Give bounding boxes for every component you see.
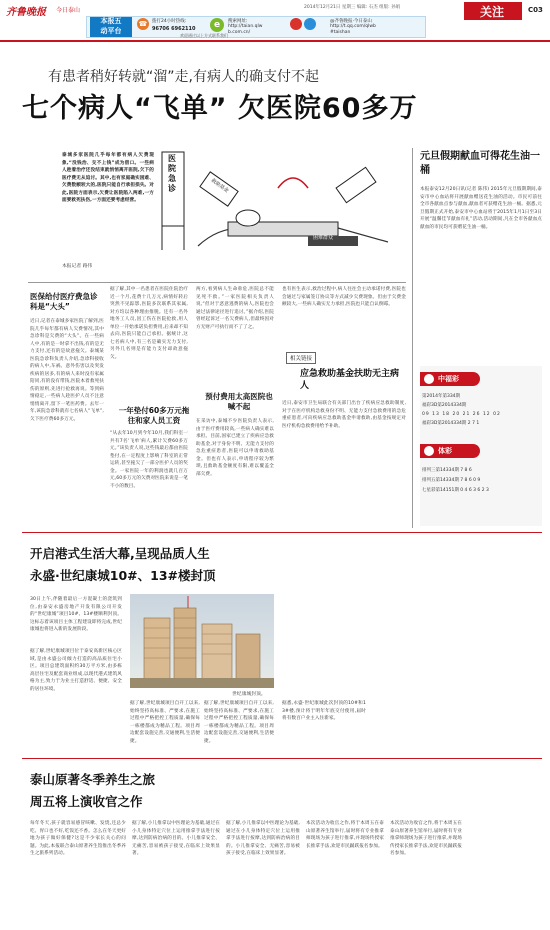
- lottery-line: 第2014年第334期: [422, 394, 461, 399]
- lead-kicker: 有患者稍好转就“溜”走,有病人的确支付不起: [48, 69, 319, 85]
- web-url-2: b.com.cn/: [228, 30, 251, 35]
- story3-col4: [306, 820, 384, 924]
- web-label: 搜索网址:: [228, 19, 248, 24]
- lottery-header-label: 中福彩: [438, 375, 459, 383]
- lottery-line: 09 13 18 20 21 26 12 02: [422, 412, 501, 417]
- building-photo: [130, 594, 274, 688]
- weibo-icon: [290, 18, 302, 30]
- lead-col2-text: 据了解,其中一名患者在医院住院治疗近一个月,花费十几万元,病情好转后突然不见踪影,医院多次联系其家属,对方均以各种理由推脱。还有一名外地务工人员,因工伤在医院抢救,用人单位一开始承诺负担费用,后来却不知去向,医院只能自己承担。据统计,这七名病人中,有三名是确实无力支付,另外几名则是有能力支付却故意拖欠。: [110, 287, 188, 360]
- lottery-header: [420, 372, 480, 386]
- lead-col1-text: 近日,记者在泰城多家医院了解到,医院几乎每年都有病人欠费情况,其中急诊科是欠费的“大头”。在一些病人中,有的是一时拿不出钱,有的是无力支付,还有的是故意拖欠。泰城某医院急诊科负责人介绍,急诊科接收的病人中,车祸、意外伤害以及突发疾病的居多,有的病人来时没有家属陪同,有的没有带钱,医院本着救死扶伤的原则,先进行抢救再说。等到病情稳定,一些病人趁医护人员不注意悄悄离开,留下一笔医药费。去年一年,该院急诊科就有七名病人“飞单”,欠下医疗费60多万元。: [30, 319, 104, 422]
- lead-byline: 本报记者 路伟: [62, 264, 93, 269]
- lottery-logo-icon: [424, 374, 434, 384]
- lead-sub3: 预付费用太高医院也喊不起: [205, 392, 273, 411]
- hotline-caption: 拨打24小时热线:: [152, 19, 187, 24]
- story2-headline-2: 永盛·世纪康城10#、13#楼封顶: [30, 568, 216, 583]
- sports-header-label: 体彩: [438, 447, 452, 455]
- story3-body2: 据了解,小儿推拿以中医理论为基础,通过在小儿身体特定穴位上运用推拿手法进行按摩,达到防病治病的目的。小儿推拿安全、无痛苦,容易被孩子接受,在临床上效果显著。: [132, 821, 220, 856]
- story2-col2: [130, 700, 200, 754]
- lead-intro-text: 泰城多家医院几乎每年都有病人欠费现象,“没钱治、交不上钱”成为借口。一些病人趁着治疗还没结束就悄悄离开医院,欠下的医疗费无从追讨。其中,也有家庭确实困难、欠费数额较大的,医院只能自行承担损失。对此,医院方面表示,欠费让医院陷入两难,一方面要救死扶伤,一方面还要考虑经营。: [62, 153, 154, 203]
- lead-col4b-text: 近日,泰安市卫生局联合有关部门出台了疾病应急救助制度,对于在医疗机构急救身份不明、无能力支付急救费用的急危重症患者,可向疾病应急救助基金申请救助,由基金按规定对医疗机构急救费用给予补助。: [282, 401, 406, 429]
- story3-col2: [132, 820, 220, 924]
- story3-headline-2: 周五将上演收官之作: [30, 794, 143, 809]
- lead-col2b: [110, 430, 188, 524]
- cartoon-tag-fund: 救助基金: [209, 177, 230, 195]
- newspaper-logo: 齐鲁晚报: [6, 7, 46, 18]
- story3-col3: [226, 820, 300, 924]
- story2-body1: 30日上午,伴随着最后一方混凝土的浇筑到位,由泰安永盛房地产开发有限公司开发的“世纪康城”项目10#、13#楼顺利封顶。这标志着该项目主体工程建设即将完成,世纪康城也将进入新的发展阶段。: [30, 597, 122, 632]
- weibo-label: @齐鲁晚报·今日泰山: [330, 19, 372, 24]
- lead-sub2: 一年垫付60多万元拖往和家人员工资: [118, 406, 190, 425]
- story2-col4: [282, 700, 366, 754]
- story3-col5: [390, 820, 462, 924]
- weibo-url-1: http://t.qq.com/qlwb: [330, 24, 376, 29]
- lead-col3: [196, 286, 274, 394]
- section-label: 关注: [480, 5, 505, 19]
- story3-top-rule: [22, 758, 542, 759]
- lead-col4: [282, 286, 406, 350]
- story3-body3: 本次活动为收官之作,将于本周五在泰山原著养生馆举行,届时将有专业推拿师现场为孩子进行推拿,并现场传授家长推拿手法,欢迎市民踊跃报名参加。: [306, 821, 384, 849]
- story3-headline-1: 泰山原著冬季养生之旅: [30, 772, 156, 787]
- story2-body2: 据了解,世纪康城项目位于泰安高新区核心区域,是由永盛公司倾力打造的高品质住宅小区。项目总建筑面积约30万平方米,由多栋高层住宅及配套商业组成,以现代港式建筑风格为主,致力于为业主打造舒适、便捷、安全的居住环境。: [30, 649, 122, 692]
- cartoon-tag-hardship: 困难群众: [313, 235, 334, 241]
- story3-body2b: 据了解,小儿推拿以中医理论为基础,通过在小儿身体特定穴位上运用推拿手法进行按摩,达到防病治病的目的。小儿推拿安全、无痛苦,容易被孩子接受,在临床上效果显著。: [226, 821, 300, 856]
- sports-line: 七星彩第14151期 0 4 6 3 6 2 3: [422, 488, 489, 493]
- right-body-text: 本报泰安12月20日讯(记者 陈伟) 2015年元旦假期期间,泰安市中心血站将开展献血赠送花生油的活动。市民可前往全市各献血点参与献血,献血者可获赠花生油一桶。据悉,元旦假期正式开始,泰安市中心血站将于2015年1月1日至3日开展“温馨佳节献血有礼”活动,活动期间,凡在全市各献血点献血的市民均可获赠花生油一桶。: [420, 187, 542, 230]
- lead-sub1: 医保给付医疗费急诊科是“大头”: [30, 292, 98, 311]
- lead-col2: [110, 286, 188, 408]
- lead-col3b-text: 在采访中,泰城不少医院负责人表示,由于医疗费用较高,一些病人确实难以承担。目前,国家已建立了疾病应急救助基金,对于身份不明、无能力支付的急危重症患者,医院可以申请救助基金。但也有人表示,申请程序较为繁琐,且救助基金额度有限,难以覆盖全部欠费。: [196, 419, 274, 477]
- lead-col3-text: 两方,看到病人生命垂危,医院总不能见死不救。”一家医院相关负责人说,“但对于恶意逃费的病人,医院也会通过法律途径进行追讨。”据介绍,医院曾经起诉过一名欠费病人,但最终因对方无财产可执行而不了了之。: [196, 287, 274, 330]
- web-url-1: http://taian.qlw: [228, 24, 263, 29]
- story2-body3b: 据了解,世纪康城项目自开工以来,始终坚持高标准、严要求,在施工过程中严格把控工程质量,确保每一栋楼都成为精品工程。项目周边配套设施完善,交通便利,生活便捷。: [204, 701, 274, 744]
- sports-line: 排列三第14334期 7 8 6: [422, 468, 472, 473]
- weibo-url-2: #taishan: [330, 30, 351, 35]
- story3-body3b: 本次活动为收官之作,将于本周五在泰山原著养生馆举行,届时将有专业推拿师现场为孩子进行推拿,并现场传授家长推拿手法,欢迎市民踊跃报名参加。: [390, 821, 462, 856]
- lead-intro: [62, 152, 154, 205]
- story2-body3: 据了解,世纪康城项目自开工以来,始终坚持高标准、严要求,在施工过程中严格把控工程质量,确保每一栋楼都成为精品工程。项目周边配套设施完善,交通便利,生活便捷。: [130, 701, 200, 744]
- cartoon-illustration: [158, 148, 406, 258]
- story2-col1b: [30, 648, 122, 748]
- lead-col4b: [282, 400, 406, 524]
- phone-icon: ☎: [138, 20, 148, 28]
- story3-col1: [30, 820, 126, 924]
- photo-caption: 世纪康城封顶。: [232, 692, 266, 697]
- story2-body4: 据悉,永盛·世纪康城此次封顶的10#和13#楼,预计将于明年年底交付使用,届时将有数百户业主入住新家。: [282, 701, 366, 721]
- hotline-number: 96706 6962110: [152, 26, 196, 32]
- building-svg: [130, 594, 274, 688]
- sports-results: [422, 466, 542, 496]
- lead-sub4: 应急救助基金扶助无主病人: [300, 369, 400, 391]
- lead-col3b: [196, 418, 274, 524]
- lead-col1: [30, 318, 104, 524]
- lead-col2b-text: “从去年10月到今年10月,我们科室一共有7名‘飞单’病人,累计欠费60多万元。”该负责人说,这些钱最后都由医院垫付,在一定程度上影响了科室的正常运转,甚至拖欠了一部分医护人员的奖金。一家医院一年的利润也就几百万元,60多万元的欠费对医院来说是一笔不小的数目。: [110, 431, 188, 489]
- promo-title: 本报五 动平台: [90, 17, 132, 37]
- story2-top-rule: [22, 532, 542, 533]
- sports-logo-icon: [424, 446, 434, 456]
- lead-col4-text: 也有医生表示,救治过程中,病人往往会主动承诺付费,医院也会通过与家属签订协议等方式减少欠费现象。但由于欠费金额较大,一些病人确实无力承担,医院也只能自认倒霉。: [282, 287, 406, 307]
- right-body: [420, 186, 542, 362]
- edition-label: 今日泰山: [56, 7, 81, 14]
- masthead-rule: [0, 40, 550, 42]
- right-title: 元旦假期献血可得花生油一桶: [420, 151, 540, 176]
- lottery-results: [422, 392, 542, 428]
- story2-col3: [204, 700, 274, 754]
- related-link-label: 相关链接: [286, 352, 316, 364]
- lottery-line: 福彩3D第2014334期: [422, 403, 467, 408]
- date-line: 2014年12月21日 星期三 编辑: 石杰 组版: 孙娟: [304, 5, 401, 10]
- cartoon-sign: 医院急诊: [168, 154, 176, 193]
- lead-headline: 七个病人“飞单” 欠医院60多万: [22, 93, 418, 124]
- cartoon-svg: [158, 148, 406, 258]
- story3-body1: 每年冬天,孩子就容易感冒咳嗽、发烧,还总少吃、胃口也不好,吃饭还不香。怎么在冬天更好地为孩子做好保健?这是不少家长关心的问题。为此,本报联合泰山原著养生馆推出冬季养生之旅系列活动。: [30, 821, 126, 856]
- right-column-divider: [412, 148, 413, 528]
- page-number: C03: [528, 6, 543, 14]
- promo-footer: 欢迎通过以上方式联系我们: [180, 33, 228, 38]
- story2-headline-1: 开启港式生活大幕,呈现品质人生: [30, 546, 210, 561]
- qq-icon: [304, 18, 316, 30]
- lead-divider: [28, 282, 406, 283]
- lottery-line: 福彩3D第2014334期 2 7 1: [422, 421, 480, 426]
- masthead: [0, 0, 550, 40]
- sports-line: 排列五第14334期 7 8 6 0 9: [422, 478, 481, 483]
- sports-lottery-header: [420, 444, 480, 458]
- web-icon: e: [210, 18, 224, 32]
